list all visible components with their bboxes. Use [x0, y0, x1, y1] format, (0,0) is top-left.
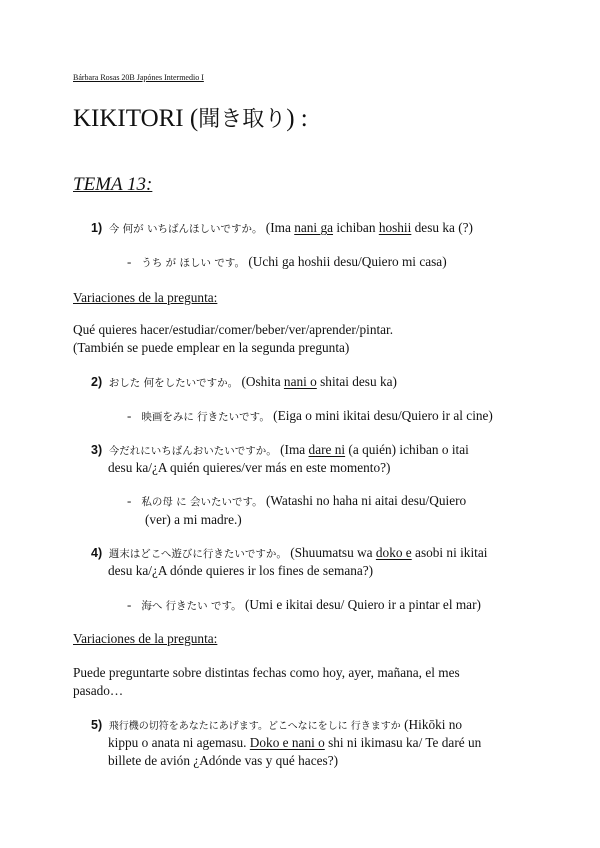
- answer-dash: -: [127, 408, 132, 423]
- underlined-term: nani o: [283, 374, 317, 389]
- question-text: shi ni ikimasu ka/ Te daré un: [324, 735, 482, 750]
- underlined-term: dare ni: [308, 442, 346, 457]
- answer-japanese: 海へ 行きたい です。: [141, 600, 242, 612]
- answer-text: (Eiga o mini ikitai desu/Quiero ir al cine): [273, 408, 493, 423]
- question-text: (Ima: [280, 442, 309, 457]
- question-japanese: 今 何が いちばんほしいですか。: [108, 223, 263, 235]
- question-text: asobi ni ikitai: [411, 545, 488, 560]
- underlined-term: Doko e nani o: [249, 735, 325, 750]
- underlined-term: hoshii: [378, 220, 412, 235]
- answer-japanese: 私の母 に 会いたいです。: [141, 496, 263, 508]
- answer-3-line-2: (ver) a mi madre.): [145, 512, 242, 527]
- question-4: [91, 545, 487, 561]
- answer-dash: -: [127, 597, 132, 612]
- answer-dash: -: [127, 493, 132, 508]
- question-text: ichiban: [333, 220, 379, 235]
- question-japanese: おした 何をしたいですか。: [108, 377, 239, 389]
- answer-dash: -: [127, 254, 132, 269]
- paragraph-1-line-1: Qué quieres hacer/estudiar/comer/beber/ver/aprender/pintar.: [73, 322, 394, 337]
- question-text: (a quién) ichiban o itai: [345, 442, 469, 457]
- answer-1: [127, 254, 447, 270]
- paragraph-2-line-1: Puede preguntarte sobre distintas fechas como hoy, ayer, mañana, el mes: [73, 665, 460, 680]
- question-japanese: 今だれにいちばんおいたいですか。: [108, 445, 277, 457]
- question-text: shitai desu ka): [316, 374, 397, 389]
- title-end: ) :: [286, 105, 308, 132]
- document-header: Bárbara Rosas 20B Japónes Intermedio I: [73, 73, 204, 82]
- question-text: (Ima: [265, 220, 295, 235]
- answer-text: (Watashi no haha ni aitai desu/Quiero: [266, 493, 467, 508]
- answer-text: (Uchi ga hoshii desu/Quiero mi casa): [248, 254, 447, 269]
- paragraph-2-line-2: pasado…: [73, 683, 124, 698]
- section-heading-tema: TEMA 13:: [73, 174, 153, 195]
- question-3-line-2: desu ka/¿A quién quieres/ver más en este momento?): [108, 460, 391, 475]
- question-text: desu ka (?): [411, 220, 473, 235]
- question-4-line-2: desu ka/¿A dónde quieres ir los fines de semana?): [108, 563, 374, 578]
- paragraph-1-line-2: (También se puede emplear en la segunda pregunta): [73, 340, 350, 355]
- question-japanese: 週末はどこへ遊びに行きたいですか。: [108, 548, 287, 560]
- question-japanese: 飛行機の切符をあなたにあげます。どこへなにをしに 行きますか: [108, 721, 401, 732]
- title-japanese: 聞き取り: [198, 107, 287, 132]
- question-text: (Oshita: [241, 374, 284, 389]
- question-number: 3): [91, 443, 103, 457]
- variations-heading-1: Variaciones de la pregunta:: [73, 290, 218, 305]
- question-text: (Shuumatsu wa: [290, 545, 376, 560]
- question-number: 1): [91, 221, 103, 235]
- question-number: 4): [91, 546, 103, 560]
- answer-japanese: うち が ほしい です。: [141, 257, 246, 269]
- question-2: [91, 374, 397, 390]
- question-5: [91, 717, 462, 733]
- question-number: 2): [91, 375, 103, 389]
- answer-4: [127, 597, 481, 613]
- answer-text: (Umi e ikitai desu/ Quiero ir a pintar el mar): [245, 597, 481, 612]
- answer-2: [127, 408, 493, 424]
- question-3: [91, 442, 469, 458]
- question-number: 5): [91, 718, 103, 732]
- answer-3: [127, 493, 466, 509]
- title-latin: KIKITORI (: [73, 105, 199, 132]
- answer-japanese: 映画をみに 行きたいです。: [141, 411, 270, 423]
- question-text: kippu o anata ni agemasu.: [108, 735, 250, 750]
- question-text: (Hikōki no: [404, 717, 463, 732]
- question-5-line-2: [108, 735, 481, 751]
- underlined-term: doko e: [375, 545, 412, 560]
- underlined-term: nani ga: [294, 220, 334, 235]
- page-title: [73, 102, 308, 133]
- variations-heading-2: Variaciones de la pregunta:: [73, 631, 218, 646]
- question-1: [91, 220, 473, 236]
- question-5-line-3: billete de avión ¿Adónde vas y qué haces?): [108, 753, 339, 768]
